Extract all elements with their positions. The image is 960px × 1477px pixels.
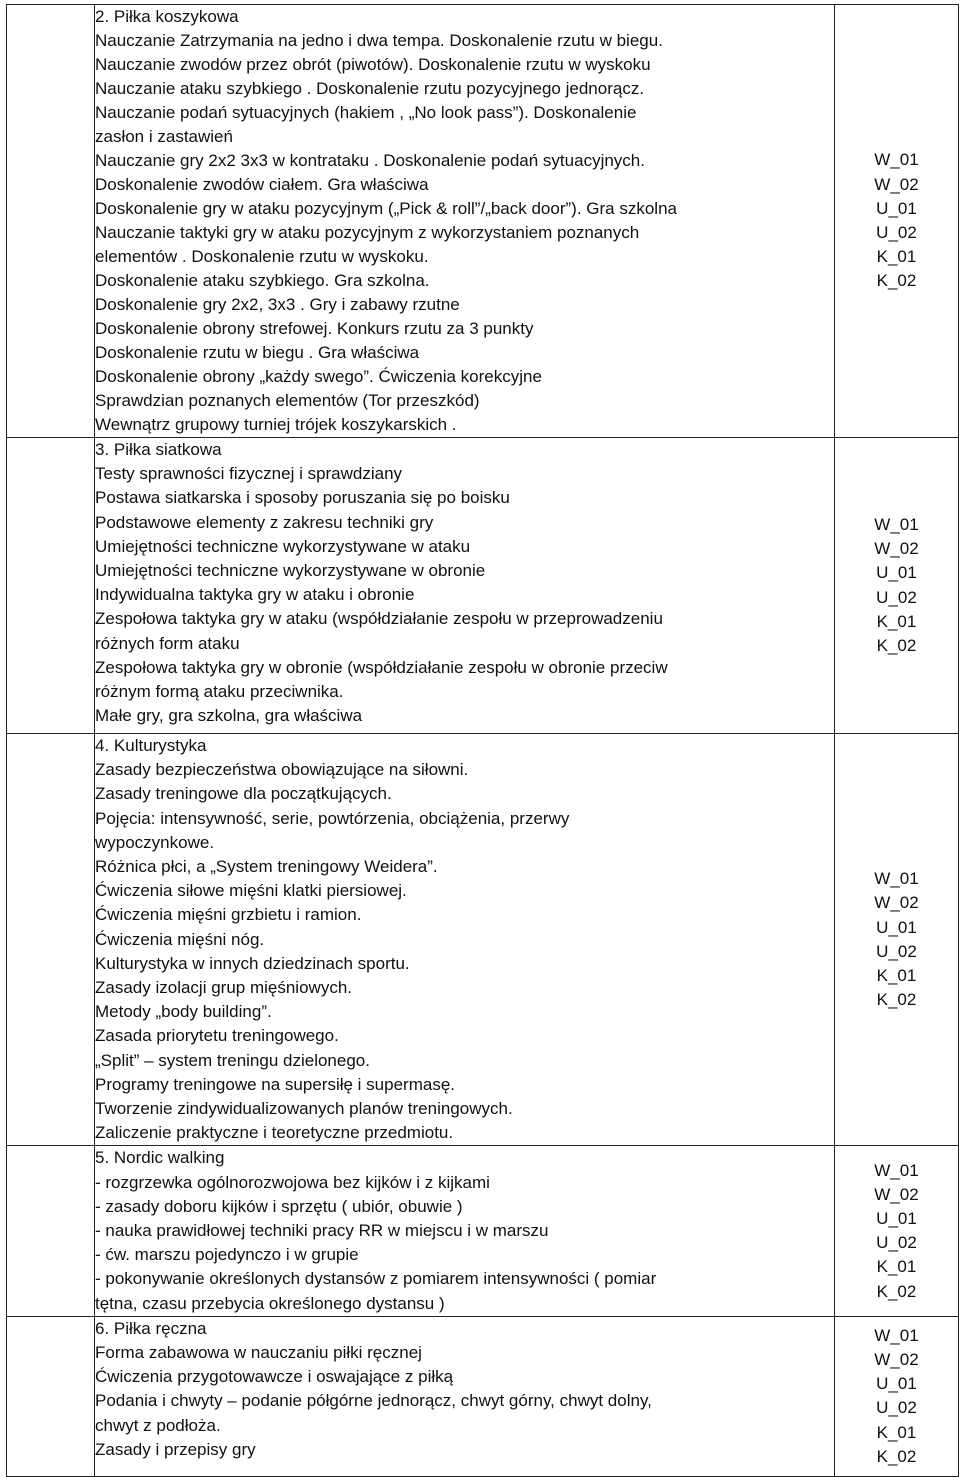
outcome-code: W_02: [874, 539, 919, 559]
section-line: Programy treningowe na supersiłę i supermasę.: [95, 1074, 456, 1094]
section-line: różnych form ataku: [95, 633, 240, 653]
section-line: Doskonalenie gry w ataku pozycyjnym („Pick & roll”/„back door”). Gra szkolna: [95, 199, 677, 218]
section-line: Indywidualna taktyka gry w ataku i obronie: [95, 585, 415, 605]
section-line: - ćw. marszu pojedynczo i w grupie: [95, 1245, 359, 1265]
outcome-code: W_01: [874, 150, 919, 170]
section-line: wypoczynkowe.: [95, 832, 215, 852]
section-line: Doskonalenie ataku szybkiego. Gra szkolna.: [95, 271, 430, 290]
empty-cell: [7, 1146, 95, 1316]
section-line: Małe gry, gra szkolna, gra właściwa: [95, 706, 363, 726]
section-line: różnym formą ataku przeciwnika.: [95, 682, 344, 702]
section-line: Ćwiczenia przygotowawcze i oswajające z piłką: [95, 1367, 454, 1387]
outcome-code: U_02: [876, 587, 917, 607]
outcome-code: U_02: [876, 223, 917, 242]
outcome-code: K_02: [876, 271, 917, 291]
section-line: Zasady izolacji grup mięśniowych.: [95, 978, 352, 998]
section-line: Doskonalenie gry 2x2, 3x3 . Gry i zabawy rzutne: [95, 295, 460, 314]
outcome-code: K_02: [876, 635, 917, 655]
syllabus-table: [6, 4, 959, 1477]
section-content-cell: [95, 734, 835, 1146]
section-line: Podstawowe elementy z zakresu techniki gry: [95, 512, 434, 532]
empty-cell: [7, 5, 95, 438]
section-line: - nauka prawidłowej techniki pracy RR w miejscu i w marszu: [95, 1221, 549, 1241]
section-heading: 3. Piłka siatkowa: [95, 440, 222, 459]
outcome-code: W_02: [874, 174, 919, 194]
section-line: zasłon i zastawień: [95, 127, 233, 146]
outcome-code: U_01: [876, 1374, 917, 1394]
section-line: tętna, czasu przebycia określonego dystansu ): [95, 1293, 445, 1313]
section-heading: 6. Piłka ręczna: [95, 1318, 207, 1338]
section-line: „Split” – system treningu dzielonego.: [95, 1050, 370, 1070]
section-line: Ćwiczenia mięśni grzbietu i ramion.: [95, 905, 362, 925]
section-line: Postawa siatkarska i sposoby poruszania się po boisku: [95, 488, 510, 508]
learning-outcome-codes-cell: [835, 1316, 959, 1476]
section-line: Tworzenie zindywidualizowanych planów treningowych.: [95, 1099, 513, 1119]
outcome-code: K_01: [876, 1422, 917, 1442]
section-heading: 4. Kulturystyka: [95, 736, 207, 755]
section-line: Różnica płci, a „System treningowy Weidera”.: [95, 857, 438, 877]
section-heading: 5. Nordic walking: [95, 1148, 225, 1168]
outcome-code: U_02: [876, 1233, 917, 1253]
section-line: Zaliczenie praktyczne i teoretyczne przedmiotu.: [95, 1123, 454, 1143]
section-line: Ćwiczenia siłowe mięśni klatki piersiowej.: [95, 881, 407, 901]
section-line: Zasady bezpieczeństwa obowiązujące na siłowni.: [95, 760, 469, 780]
section-line: Kulturystyka w innych dziedzinach sportu.: [95, 953, 410, 973]
section-line: Zasady treningowe dla początkujących.: [95, 784, 392, 804]
learning-outcome-codes-cell: [835, 734, 959, 1146]
section-content-cell: [95, 5, 835, 438]
section-line: Ćwiczenia mięśni nóg.: [95, 929, 265, 949]
section-line: Metody „body building”.: [95, 1002, 272, 1022]
section-line: chwyt z podłoża.: [95, 1415, 221, 1435]
section-line: - zasady doboru kijków i sprzętu ( ubiór, obuwie ): [95, 1196, 463, 1216]
empty-cell: [7, 1316, 95, 1476]
section-line: Nauczanie zwodów przez obrót (piwotów). Doskonalenie rzutu w wyskoku: [95, 55, 651, 74]
section-content-cell: [95, 1146, 835, 1316]
empty-cell: [7, 438, 95, 734]
section-line: Nauczanie podań sytuacyjnych (hakiem , „No look pass”). Doskonalenie: [95, 103, 637, 122]
section-line: Forma zabawowa w nauczaniu piłki ręcznej: [95, 1343, 422, 1363]
outcome-code: W_01: [874, 1160, 919, 1180]
outcome-code: K_01: [876, 1257, 917, 1277]
outcome-code: W_01: [874, 514, 919, 534]
section-line: Sprawdzian poznanych elementów (Tor przeszkód): [95, 391, 480, 410]
section-line: Doskonalenie obrony „każdy swego”. Ćwiczenia korekcyjne: [95, 367, 542, 386]
outcome-code: W_02: [874, 1184, 919, 1204]
empty-cell: [7, 734, 95, 1146]
section-line: Doskonalenie zwodów ciałem. Gra właściwa: [95, 175, 429, 194]
section-row: [7, 5, 959, 438]
outcome-code: K_01: [876, 611, 917, 631]
learning-outcome-codes-cell: [835, 438, 959, 734]
outcome-code: U_01: [876, 563, 917, 583]
section-line: Zespołowa taktyka gry w ataku (współdziałanie zespołu w przeprowadzeniu: [95, 609, 663, 629]
section-line: Testy sprawności fizycznej i sprawdziany: [95, 464, 403, 484]
section-line: Nauczanie ataku szybkiego . Doskonalenie rzutu pozycyjnego jednorącz.: [95, 79, 645, 98]
section-line: Zasady i przepisy gry: [95, 1439, 256, 1459]
outcome-code: U_02: [876, 1398, 917, 1418]
section-content-cell: [95, 438, 835, 734]
outcome-code: U_02: [876, 941, 917, 961]
section-line: Nauczanie taktyki gry w ataku pozycyjnym z wykorzystaniem poznanych: [95, 223, 640, 242]
section-line: Nauczanie gry 2x2 3x3 w kontrataku . Doskonalenie podań sytuacyjnych.: [95, 151, 645, 170]
section-line: Umiejętności techniczne wykorzystywane w ataku: [95, 536, 471, 556]
outcome-code: K_02: [876, 990, 917, 1010]
section-row: [7, 438, 959, 734]
learning-outcome-codes-cell: [835, 1146, 959, 1316]
section-line: Podania i chwyty – podanie półgórne jednorącz, chwyt górny, chwyt dolny,: [95, 1391, 652, 1411]
section-line: elementów . Doskonalenie rzutu w wyskoku.: [95, 247, 429, 266]
learning-outcome-codes-cell: [835, 5, 959, 438]
outcome-code: K_02: [876, 1446, 917, 1466]
section-heading: 2. Piłka koszykowa: [95, 7, 239, 26]
section-line: - pokonywanie określonych dystansów z pomiarem intensywności ( pomiar: [95, 1269, 657, 1289]
outcome-code: W_01: [874, 1325, 919, 1345]
section-line: Umiejętności techniczne wykorzystywane w obronie: [95, 561, 486, 581]
outcome-code: U_01: [876, 1208, 917, 1228]
outcome-code: K_02: [876, 1281, 917, 1301]
section-line: Zespołowa taktyka gry w obronie (współdziałanie zespołu w obronie przeciw: [95, 657, 668, 677]
outcome-code: K_01: [876, 247, 917, 267]
section-line: Pojęcia: intensywność, serie, powtórzenia, obciążenia, przerwy: [95, 808, 570, 828]
section-row: [7, 1146, 959, 1316]
section-line: Wewnątrz grupowy turniej trójek koszykarskich .: [95, 415, 457, 434]
section-line: Zasada priorytetu treningowego.: [95, 1026, 339, 1046]
section-line: Doskonalenie obrony strefowej. Konkurs rzutu za 3 punkty: [95, 319, 534, 338]
outcome-code: W_02: [874, 893, 919, 913]
outcome-code: U_01: [876, 198, 917, 218]
section-row: [7, 1316, 959, 1476]
section-content-cell: [95, 1316, 835, 1476]
outcome-code: W_02: [874, 1349, 919, 1369]
outcome-code: K_01: [876, 965, 917, 985]
section-line: Nauczanie Zatrzymania na jedno i dwa tempa. Doskonalenie rzutu w biegu.: [95, 31, 663, 50]
outcome-code: U_01: [876, 917, 917, 937]
outcome-code: W_01: [874, 869, 919, 889]
section-line: - rozgrzewka ogólnorozwojowa bez kijków i z kijkami: [95, 1172, 490, 1192]
section-row: [7, 734, 959, 1146]
section-line: Doskonalenie rzutu w biegu . Gra właściwa: [95, 343, 420, 362]
